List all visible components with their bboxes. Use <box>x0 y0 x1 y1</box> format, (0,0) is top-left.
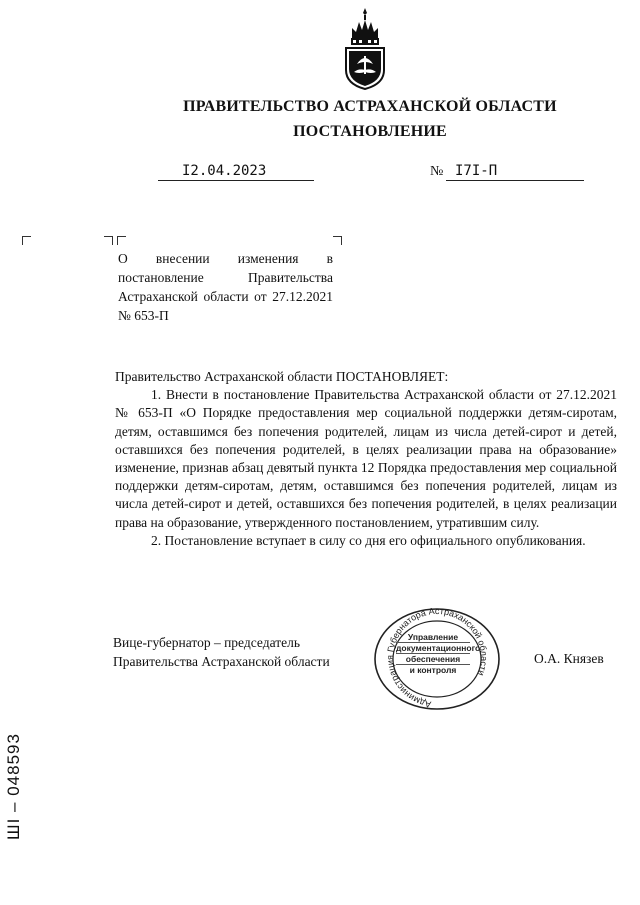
stamp-line: документационного <box>396 643 481 653</box>
clause-2: 2. Постановление вступает в силу со дня его официального опубликования. <box>151 532 586 548</box>
document-type: ПОСТАНОВЛЕНИЕ <box>293 123 447 140</box>
document-subject: О внесении изменения в постановление Правительства Астраханской области от 27.12.2021 № 653-П <box>118 251 333 323</box>
number-sign: № <box>430 164 444 179</box>
signatory-name: О.А. Князев <box>534 651 604 666</box>
signatory-title <box>113 633 330 671</box>
preamble: Правительство Астраханской области ПОСТАНОВЛЯЕТ: <box>115 369 449 384</box>
corner-mark <box>104 236 113 245</box>
clause-1: 1. Внести в постановление Правительства Астраханской области от 27.12.2021 № 653-П «О Порядке предоставления мер социальной поддержки детям-сиротам, детям, оставшимся без попечения родителей, лицам из числа детей-сирот и детей, оставшихся без попечения родителей, в целях реализации права на образование» изменение, признав абзац девятый пункта 12 Порядка предоставления мер социальной поддержки детям-сиротам, детям, оставшимся без попечения родителей, лицам из числа детей-сирот и детей, оставшихся без попечения родителей, в целях реализации права на образование, утвержденного постановлением, утратившим силу. <box>115 387 617 530</box>
signatory-title-line1: Вице-губернатор – председатель <box>113 635 300 650</box>
number-underline <box>446 180 584 181</box>
stamp-line: Управление <box>396 632 470 643</box>
document-date: I2.04.2023 <box>182 163 267 179</box>
coat-of-arms-icon <box>342 8 388 90</box>
corner-mark <box>117 236 126 245</box>
stamp-line: обеспечения <box>396 654 470 665</box>
corner-mark <box>333 236 342 245</box>
document-body <box>115 368 617 550</box>
document-number: I7I-П <box>455 163 498 179</box>
stamp-ring-text: Администрация Губернатора Астраханской области <box>385 606 490 710</box>
stamp-line: и контроля <box>409 665 457 675</box>
serial-number: ШI – 048593 <box>4 733 23 840</box>
date-underline <box>158 180 314 181</box>
corner-mark <box>22 236 31 245</box>
signatory-title-line2: Правительства Астраханской области <box>113 654 330 669</box>
government-title: ПРАВИТЕЛЬСТВО АСТРАХАНСКОЙ ОБЛАСТИ <box>183 98 557 115</box>
stamp-center-text <box>396 632 481 675</box>
